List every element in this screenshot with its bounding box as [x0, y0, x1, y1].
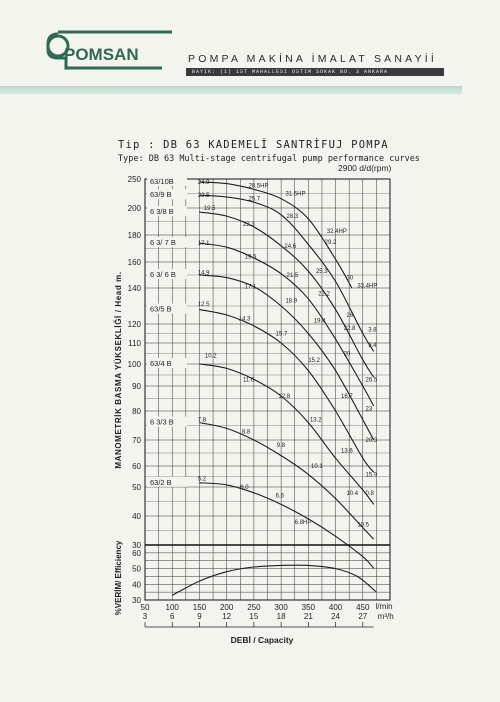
eff-tick-label: 30: [132, 596, 141, 605]
series-label: 6 3/8 B: [150, 207, 174, 217]
y-tick-label: 160: [127, 258, 141, 267]
svg-text:POMSAN: POMSAN: [64, 45, 139, 64]
series-label: 63/2 B: [150, 477, 172, 487]
power-label: 23: [365, 406, 373, 413]
x-tick-lmin: 50: [140, 603, 150, 612]
power-label: 13.2: [309, 417, 322, 424]
power-label: 3.4: [368, 343, 377, 350]
series-label: 63/10B: [150, 176, 174, 186]
y-tick-label: 250: [127, 175, 141, 184]
company-name: POMPA MAKİNA İMALAT SANAYİİ: [188, 53, 438, 65]
power-label: 17.1: [197, 241, 210, 248]
y-tick-label: 90: [132, 382, 141, 391]
x-tick-m3h: 24: [331, 612, 341, 621]
chart-subtitle: Type: DB 63 Multi-stage centrifugal pump performance curves: [118, 154, 420, 164]
x-tick-lmin: 400: [328, 603, 343, 612]
power-label: 9.8: [276, 443, 286, 450]
y-tick-label: 40: [132, 512, 141, 521]
series-label: 6 3/ 7 B: [150, 238, 176, 248]
y-tick-label: 100: [127, 360, 141, 369]
power-label: 32.4HP: [326, 228, 347, 235]
series-label: 63/5 B: [150, 304, 172, 314]
x-tick-m3h: 27: [358, 612, 368, 621]
x-tick-m3h: 15: [249, 612, 259, 621]
x-tick-m3h: 6: [169, 612, 175, 621]
y-tick-label: 110: [128, 339, 141, 348]
power-label: 10.5: [357, 522, 370, 529]
power-label: 24.9: [197, 179, 210, 186]
y-tick-label: 180: [127, 231, 141, 240]
x-tick-lmin: 450: [356, 603, 370, 612]
y-tick-label: 50: [132, 483, 141, 492]
power-label: 28.3: [286, 214, 299, 221]
power-label: 5.2: [197, 476, 207, 483]
series-label: 63/9 B: [150, 190, 172, 200]
power-label: 7.8: [197, 417, 207, 424]
power-label: 13.6: [341, 448, 353, 455]
x-tick-lmin: 300: [274, 603, 288, 612]
power-label: 24.6: [284, 243, 297, 250]
power-label: 19.4: [313, 318, 326, 325]
y2-axis-label: %VERİM/ Efficiency: [114, 540, 123, 616]
power-label: 25.3: [315, 269, 328, 276]
eff-tick-label: 40: [132, 580, 141, 590]
y-tick-label: 140: [127, 284, 141, 293]
power-label: 10.1: [311, 464, 323, 470]
power-label: 16.7: [341, 394, 353, 400]
y-tick-label: 30: [132, 541, 141, 550]
series-label: 6 3/3 B: [150, 417, 174, 427]
x-tick-lmin: 250: [247, 603, 261, 612]
power-label: 6.6: [275, 493, 285, 500]
x-tick-lmin: 200: [219, 603, 234, 612]
power-label: 31.5HP: [285, 191, 306, 198]
power-label: 11.6: [243, 377, 255, 384]
power-label: 30: [346, 275, 354, 282]
power-label: 0.8: [365, 490, 374, 497]
x-unit-lmin: l/min: [375, 602, 393, 611]
power-label: 12.5: [197, 302, 210, 309]
power-label: 28.5HP: [248, 183, 269, 190]
y-tick-label: 60: [132, 462, 141, 471]
power-label: 8.8: [241, 429, 251, 436]
y-tick-label: 80: [132, 407, 141, 416]
x-axis-label: DEBİ / Capacity: [230, 635, 294, 645]
power-label: 25.7: [248, 196, 261, 203]
y-tick-label: 200: [127, 204, 141, 213]
power-label: 33.4HP: [357, 283, 378, 290]
power-label: 6.8HP: [294, 519, 312, 526]
power-label: 20: [343, 351, 351, 358]
x-tick-m3h: 21: [303, 612, 313, 621]
power-label: 21.5: [286, 273, 299, 279]
power-label: 18.9: [285, 298, 298, 305]
chart-title: Tip : DB 63 KADEMELİ SANTRİFUJ POMPA: [118, 139, 389, 151]
power-label: 19.5: [244, 254, 257, 261]
power-label: 29.2: [324, 239, 337, 246]
power-label: 14.9: [197, 270, 210, 277]
power-label: 6.0: [240, 485, 249, 491]
x-tick-lmin: 150: [192, 603, 207, 612]
power-label: 12.8: [278, 394, 291, 400]
x-tick-m3h: 12: [222, 612, 232, 621]
y-tick-label: 120: [127, 320, 141, 329]
eff-tick-label: 60: [132, 548, 141, 558]
power-label: 22.5: [197, 193, 210, 200]
x-tick-lmin: 100: [165, 603, 179, 612]
power-label: 15.7: [275, 331, 288, 338]
power-label: 22.8: [343, 325, 356, 332]
x-tick-lmin: 350: [301, 603, 316, 612]
power-label: 10.2: [204, 353, 217, 360]
head-curve: [199, 364, 373, 504]
head-curve: [199, 243, 373, 406]
power-label: 14.3: [238, 316, 251, 323]
efficiency-curve: [172, 565, 376, 595]
power-label: 10.4: [346, 490, 359, 497]
address-bar: BAYIK: (1) 1ST MAHALLESI OSTIM SOKAK NO. 3 ANKARA: [186, 68, 444, 76]
series-label: 6 3/ 6 B: [150, 270, 176, 279]
x-unit-m3h: m³/h: [377, 612, 394, 621]
x-tick-m3h: 9: [197, 612, 202, 621]
y-tick-label: 70: [132, 436, 141, 445]
power-label: 19.5: [203, 206, 216, 212]
power-label: 22.3: [243, 222, 255, 229]
power-label: 26.5: [365, 377, 378, 384]
y-axis-label: MANOMETRİK BASMA YÜKSEKLİĞİ / Head m.: [114, 271, 123, 469]
power-label: 17.1: [244, 284, 257, 291]
power-label: 15.2: [308, 357, 321, 364]
series-label: 63/4 B: [150, 359, 172, 368]
power-label: 26: [346, 313, 354, 319]
speed-label: 2900 d/d(rpm): [338, 163, 392, 173]
eff-tick-label: 50: [132, 564, 141, 574]
x-tick-m3h: 3: [142, 612, 148, 621]
x-tick-m3h: 18: [276, 612, 286, 621]
power-label: 15.9: [365, 472, 378, 479]
power-label: 3.8: [368, 327, 377, 334]
power-label: 20.3: [365, 438, 378, 444]
power-label: 22.2: [318, 291, 330, 298]
